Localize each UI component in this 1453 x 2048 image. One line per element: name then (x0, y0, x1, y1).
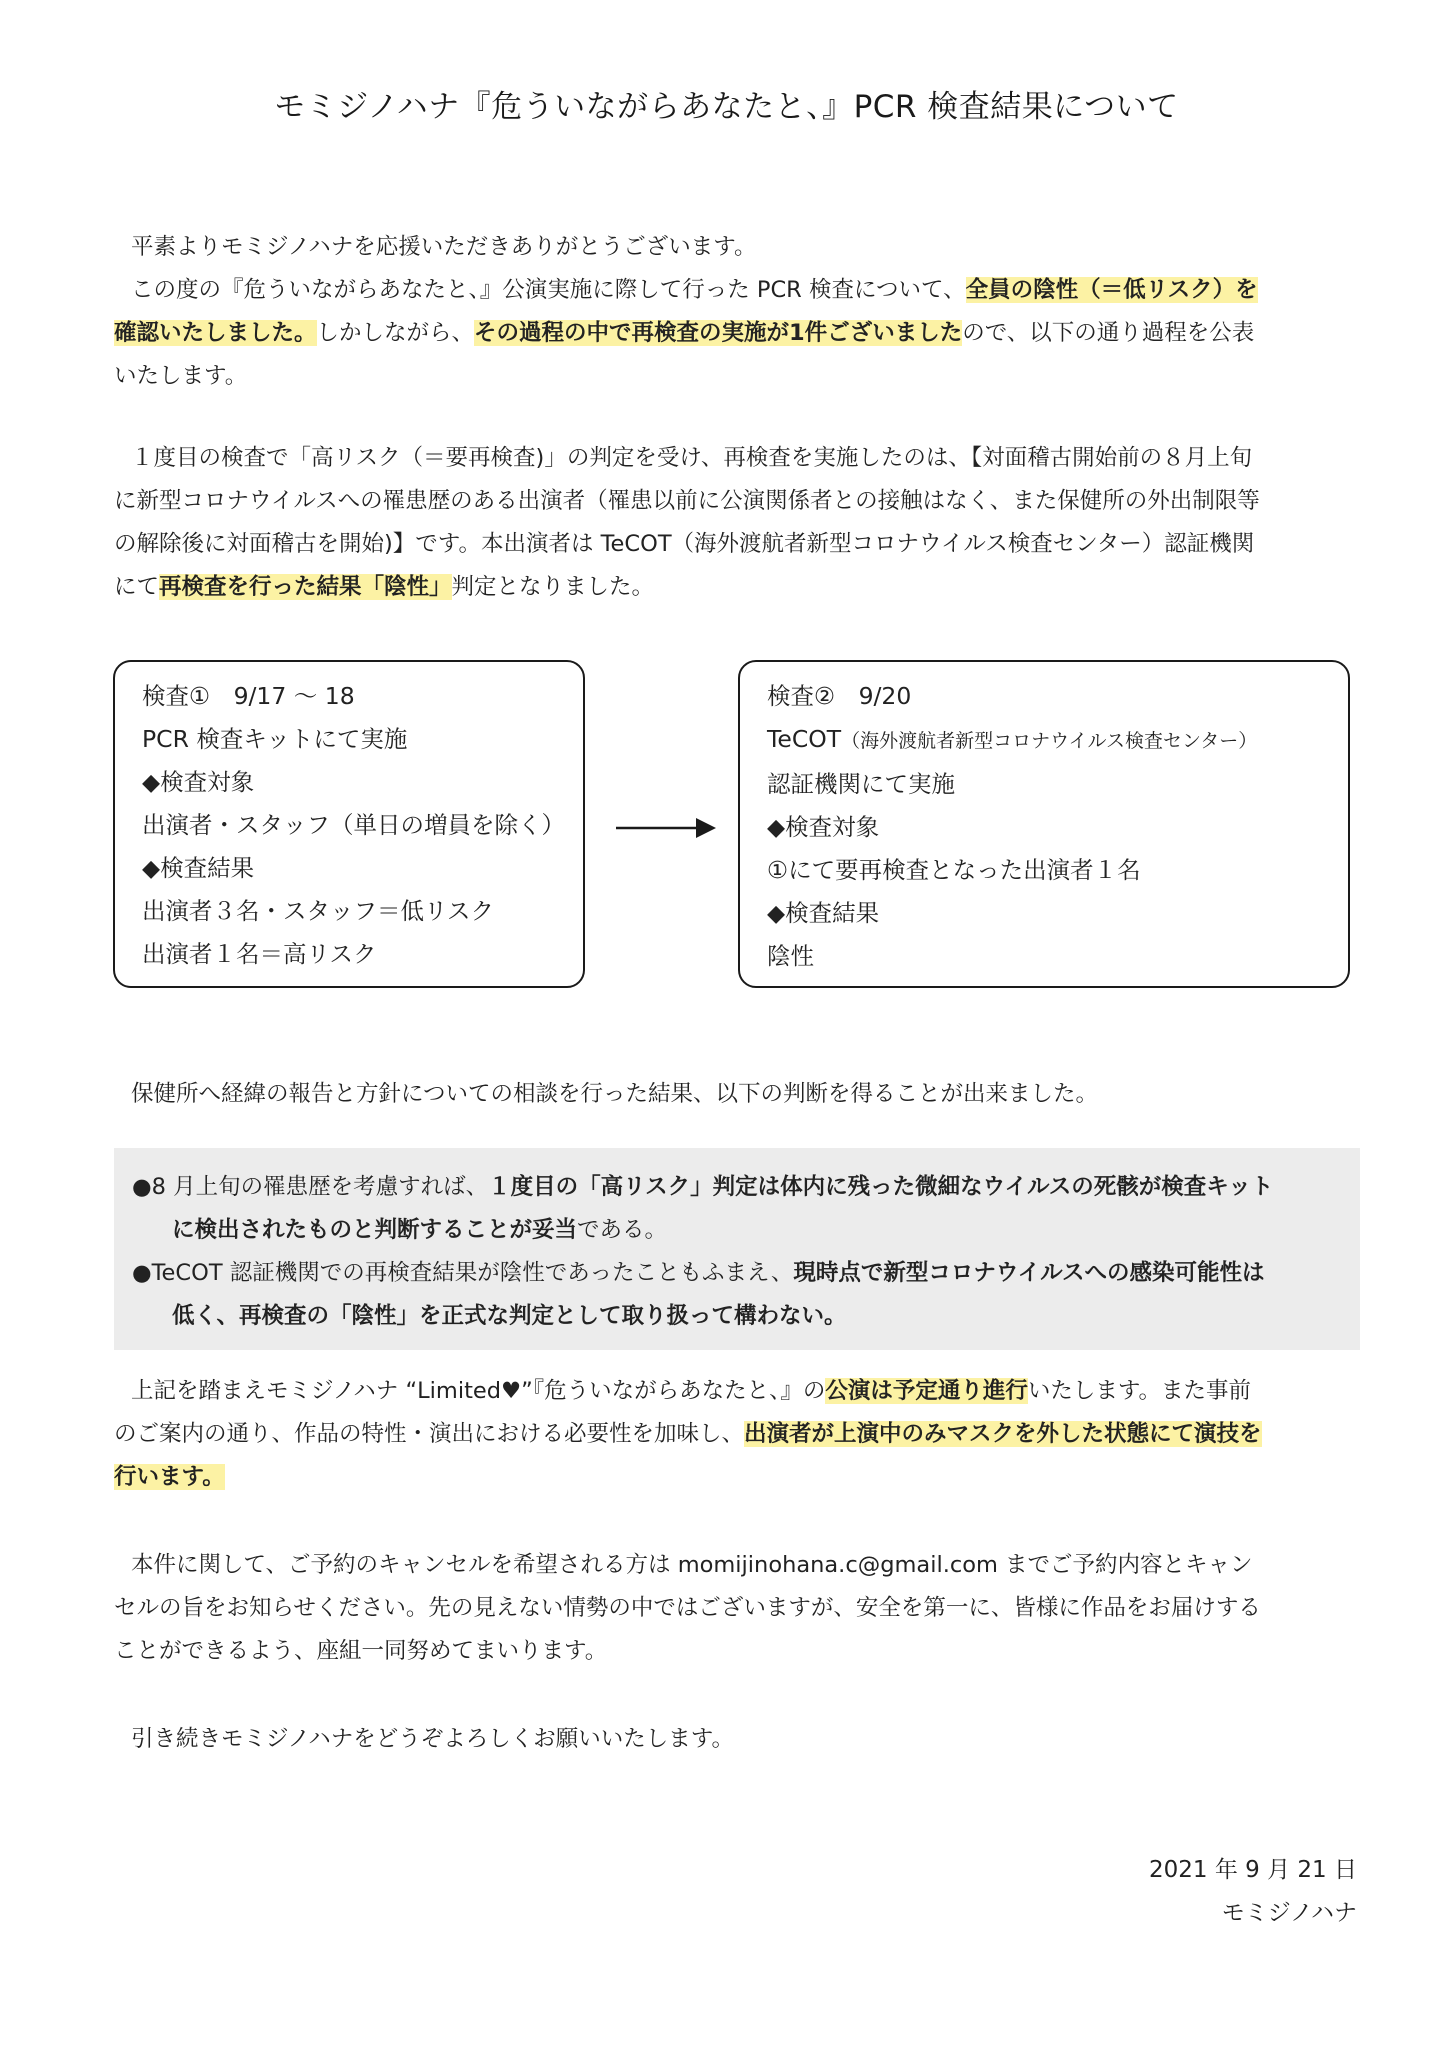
cancel-line-3: ことができるよう、座組一同努めてまいります。 (114, 1638, 608, 1664)
bullet-1-line-2 (132, 1209, 1360, 1252)
test-2-method-2: 認証機関にて実施 (767, 770, 955, 798)
intro-line-3 (114, 312, 1354, 355)
bullet-1-text-b: １度目の「高リスク」判定は体内に残った微細なウイルスの死骸が検査キット (488, 1174, 1274, 1200)
consult-line: 保健所へ経緯の報告と方針についての相談を行った結果、以下の判断を得ることが出来ました。 (131, 1081, 1099, 1107)
highlight-mask-off: 出演者が上演中のみマスクを外した状態にて演技を (744, 1421, 1262, 1447)
closing-line: 引き続きモミジノハナをどうぞよろしくお願いいたします。 (131, 1726, 735, 1752)
bullet-1-line-1 (132, 1166, 1360, 1209)
test-2-result: 陰性 (767, 942, 814, 970)
test-1-result-high: 出演者１名＝高リスク (142, 940, 377, 968)
highlight-retest-negative: 再検査を行った結果「陰性」 (159, 574, 452, 600)
cancel-paragraph (114, 1544, 1354, 1673)
test-1-heading: 検査① 9/17 ～ 18 (142, 682, 355, 710)
detail-text-4c: 判定となりました。 (451, 574, 655, 600)
highlight-all-negative: 全員の陰性（＝低リスク）を (965, 277, 1258, 303)
test-2-org: TeCOT (767, 725, 842, 753)
test-2-target: ①にて要再検査となった出演者１名 (767, 856, 1141, 884)
intro-paragraph (114, 226, 1354, 398)
bullet-2-text-b: 現時点で新型コロナウイルスへの感染可能性は (793, 1260, 1265, 1286)
intro-text-3d: ので、以下の通り過程を公表 (962, 320, 1255, 346)
detail-text-4a: にて (114, 574, 160, 600)
intro-text-3b: しかしながら、 (316, 320, 475, 346)
test-1-method: PCR 検査キットにて実施 (142, 725, 408, 753)
highlight-perform: 行います。 (114, 1464, 225, 1490)
conclusion-line-3 (114, 1456, 1354, 1499)
detail-line-3: の解除後に対面稽古を開始)】です。本出演者は TeCOT（海外渡航者新型コロナウイルス検査センター）認証機関 (114, 531, 1255, 557)
test-2-heading: 検査② 9/20 (767, 682, 912, 710)
highlight-performance-as-planned: 公演は予定通り進行 (825, 1378, 1028, 1404)
detail-line-1: １度目の検査で「高リスク（＝要再検査)」の判定を受け、再検査を実施したのは、【対面稽古開始前の８月上旬 (131, 445, 1253, 471)
cancel-line-1: 本件に関して、ご予約のキャンセルを希望される方は momijinohana.c@gmail.com までご予約内容とキャン (131, 1552, 1253, 1578)
bullet-2-text-a: ●TeCOT 認証機関での再検査結果が陰性であったこともふまえ、 (132, 1260, 794, 1286)
judgment-box (114, 1148, 1360, 1350)
conclusion-paragraph (114, 1370, 1354, 1499)
test-2-result-label: ◆検査結果 (767, 899, 880, 927)
test-2-method (767, 718, 1348, 763)
conclusion-line-1 (114, 1370, 1354, 1413)
test-1-result-label: ◆検査結果 (142, 854, 255, 882)
document-date: 2021 年 9 月 21 日 (1149, 1857, 1357, 1883)
test-1-target-label: ◆検査対象 (142, 768, 255, 796)
consult-paragraph (114, 1073, 1354, 1116)
bullet-1-text-c: に検出されたものと判断することが妥当 (172, 1217, 578, 1243)
test-1-box (113, 660, 585, 988)
bullet-1-text-a: ●8 月上旬の罹患歴を考慮すれば、 (132, 1174, 489, 1200)
signature: モミジノハナ (1221, 1900, 1357, 1926)
bullet-2-line-2 (132, 1295, 1360, 1338)
intro-line-4: いたします。 (114, 363, 248, 389)
right-arrow-icon (616, 815, 716, 841)
highlight-confirmed: 確認いたしました。 (114, 320, 317, 346)
detail-paragraph (114, 437, 1354, 609)
test-2-target-label: ◆検査対象 (767, 813, 880, 841)
conclusion-line-2 (114, 1413, 1354, 1456)
intro-line-2 (114, 269, 1354, 312)
conclusion-text-2a: のご案内の通り、作品の特性・演出における必要性を加味し、 (114, 1421, 745, 1447)
conclusion-text-1a: 上記を踏まえモミジノハナ “Limited♥”『危ういながらあなたと、』の (131, 1378, 826, 1404)
bullet-2-text-c: 低く、再検査の「陰性」を正式な判定として取り扱って構わない。 (172, 1303, 847, 1329)
detail-line-2: に新型コロナウイルスへの罹患歴のある出演者（罹患以前に公演関係者との接触はなく、また保健所の外出制限等 (114, 488, 1260, 514)
conclusion-text-1c: いたします。また事前 (1027, 1378, 1252, 1404)
cancel-line-2: セルの旨をお知らせください。先の見えない情勢の中ではございますが、安全を第一に、皆様に作品をお届けする (114, 1595, 1261, 1621)
highlight-retest-once: その過程の中で再検査の実施が1件ございました (474, 320, 963, 346)
closing-paragraph (114, 1718, 1354, 1761)
bullet-1-text-d: である。 (577, 1217, 668, 1243)
page-title: モミジノハナ『危ういながらあなたと、』PCR 検査結果について (274, 89, 1179, 125)
bullet-2-line-1 (132, 1252, 1360, 1295)
detail-line-4 (114, 566, 1354, 609)
intro-line-1: 平素よりモミジノハナを応援いただきありがとうございます。 (131, 234, 757, 260)
test-2-box (738, 660, 1350, 988)
intro-text-2a: この度の『危ういながらあなたと、』公演実施に際して行った PCR 検査について、 (131, 277, 966, 303)
test-1-result-low: 出演者３名・スタッフ＝低リスク (142, 897, 495, 925)
test-1-target: 出演者・スタッフ（単日の増員を除く） (142, 811, 565, 839)
test-2-org-full: （海外渡航者新型コロナウイルス検査センター） (841, 730, 1258, 752)
